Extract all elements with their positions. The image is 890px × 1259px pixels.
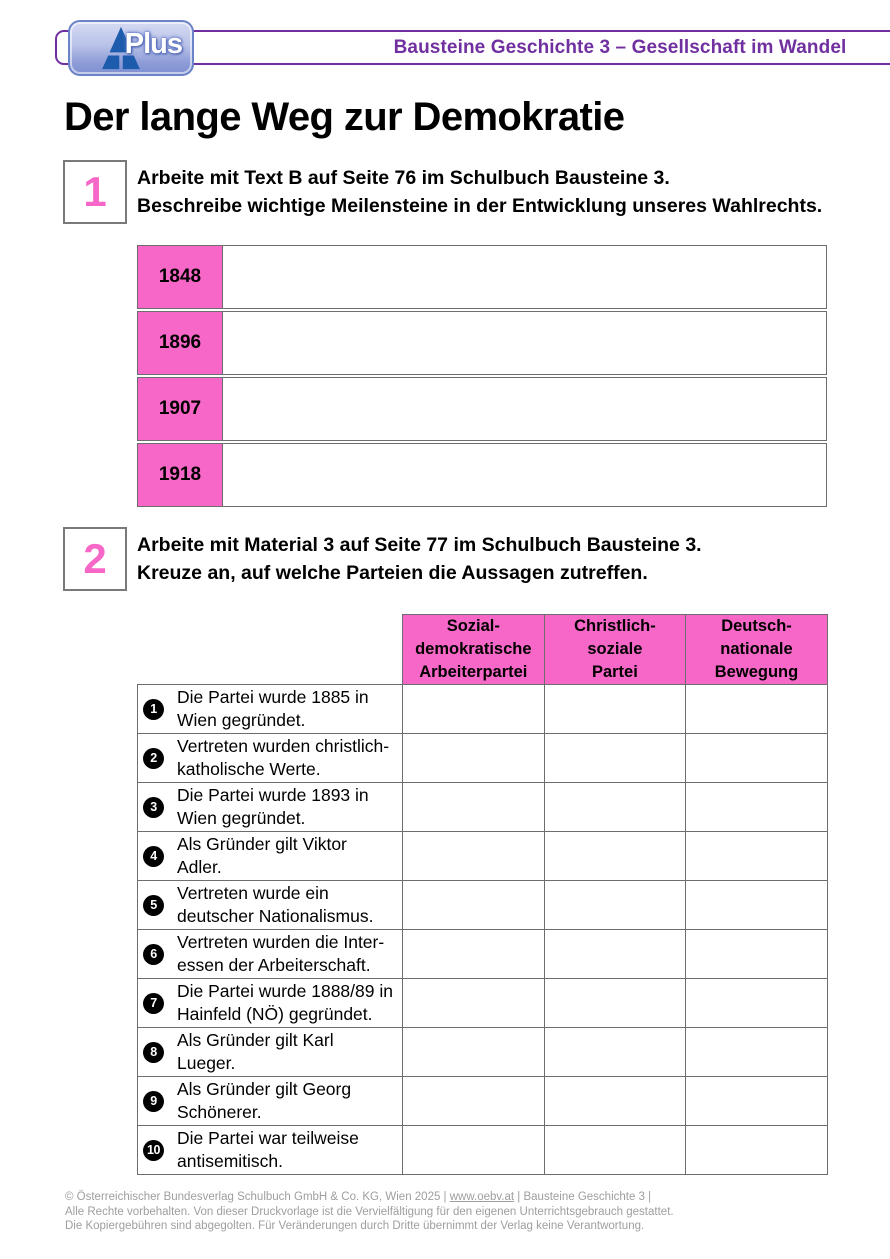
answer-area-1896[interactable] [223,312,826,374]
year-label-1896: 1896 [138,312,223,374]
task-2-number-box [63,527,127,591]
statement-cell: 8 Als Gründer gilt Karl Lueger. [138,1028,403,1077]
task-1-line-2: Beschreibe wichtige Meilensteine in der Entwicklung unseres Wahlrechts. [137,195,823,217]
checkbox-cell[interactable] [403,1028,545,1077]
checkbox-cell[interactable] [686,734,828,783]
years-table [137,245,827,509]
task-2-line-2: Kreuze an, auf welche Parteien die Aussagen zutreffen. [137,562,648,584]
checkbox-cell[interactable] [544,734,686,783]
statement-number-badge: 10 [143,1140,164,1161]
checkbox-cell[interactable] [544,1077,686,1126]
statement-cell: 2 Vertreten wurden christlich- katholische Werte. [138,734,403,783]
answer-area-1918[interactable] [223,444,826,506]
statement-number-badge: 5 [143,895,164,916]
checkbox-cell[interactable] [544,832,686,881]
checkbox-cell[interactable] [544,979,686,1028]
footer-copyright [65,1190,674,1234]
checkbox-cell[interactable] [686,1126,828,1175]
task-1-instructions [137,164,822,220]
checkbox-cell[interactable] [403,685,545,734]
page-title: Der lange Weg zur Demokratie [64,95,625,139]
statement-number-badge: 8 [143,1042,164,1063]
answer-area-1848[interactable] [223,246,826,308]
statement-cell: 6 Vertreten wurden die Inter- essen der Arbeiterschaft. [138,930,403,979]
checkbox-cell[interactable] [544,881,686,930]
checkbox-cell[interactable] [403,783,545,832]
checkbox-cell[interactable] [686,1028,828,1077]
statement-number-badge: 6 [143,944,164,965]
statement-cell: 9 Als Gründer gilt Georg Schönerer. [138,1077,403,1126]
statement-cell: 10 Die Partei war teilweise antisemitisch. [138,1126,403,1175]
table-row [138,1028,828,1077]
column-header-christlichsoziale: Christlich- soziale Partei [544,615,686,685]
logo-plus-label: Plus [124,28,182,60]
statement-number-badge: 1 [143,699,164,720]
footer-line-2: Alle Rechte vorbehalten. Von dieser Druckvorlage ist die Vervielfältigung für den eigenen Unterrichtsgebrauch gestattet. [65,1205,674,1218]
checkbox-cell[interactable] [686,979,828,1028]
table-row [138,1077,828,1126]
table-row [138,783,828,832]
oebv-link[interactable]: www.oebv.at [449,1191,515,1203]
table-row [137,311,827,375]
year-label-1848: 1848 [138,246,223,308]
checkbox-cell[interactable] [403,881,545,930]
checkbox-cell[interactable] [544,783,686,832]
statement-cell: 7 Die Partei wurde 1888/89 in Hainfeld (NÖ) gegründet. [138,979,403,1028]
table-row [138,930,828,979]
checkbox-cell[interactable] [403,832,545,881]
oebv-plus-logo [68,20,194,76]
banner-title: Bausteine Geschichte 3 – Gesellschaft im Wandel [393,36,847,58]
table-row [138,734,828,783]
checkbox-cell[interactable] [544,1028,686,1077]
checkbox-cell[interactable] [403,1077,545,1126]
checkbox-cell[interactable] [686,930,828,979]
answer-area-1907[interactable] [223,378,826,440]
header-spacer [138,615,403,685]
statement-number-badge: 4 [143,846,164,867]
checkbox-cell[interactable] [686,1077,828,1126]
checkbox-cell[interactable] [544,685,686,734]
statement-number-badge: 3 [143,797,164,818]
checkbox-cell[interactable] [686,783,828,832]
column-header-deutschnationale: Deutsch- nationale Bewegung [686,615,828,685]
statement-cell: 1 Die Partei wurde 1885 in Wien gegründet. [138,685,403,734]
task-1-line-1: Arbeite mit Text B auf Seite 76 im Schulbuch Bausteine 3. [137,167,670,189]
table-row [137,377,827,441]
statement-number-badge: 2 [143,748,164,769]
task-1-number-box [63,160,127,224]
parties-table [137,614,828,1175]
table-row [138,1126,828,1175]
year-label-1907: 1907 [138,378,223,440]
statement-number-badge: 9 [143,1091,164,1112]
table-row [138,881,828,930]
table-row [137,443,827,507]
table-row [138,685,828,734]
checkbox-cell[interactable] [686,881,828,930]
checkbox-cell[interactable] [403,979,545,1028]
footer-line-1: © Österreichischer Bundesverlag Schulbuch GmbH & Co. KG, Wien 2025 | www.oebv.at | Bausteine Geschichte 3 | [65,1191,652,1203]
checkbox-cell[interactable] [403,930,545,979]
checkbox-cell[interactable] [544,930,686,979]
task-2-instructions [137,531,702,587]
table-header-row [138,615,828,685]
column-header-sozialdemokratische: Sozial- demokratische Arbeiterpartei [403,615,545,685]
statement-cell: 4 Als Gründer gilt Viktor Adler. [138,832,403,881]
checkbox-cell[interactable] [403,734,545,783]
statement-number-badge: 7 [143,993,164,1014]
table-row [137,245,827,309]
task-1-number: 1 [83,168,107,215]
checkbox-cell[interactable] [686,685,828,734]
checkbox-cell[interactable] [544,1126,686,1175]
year-label-1918: 1918 [138,444,223,506]
footer-line-3: Die Kopiergebühren sind abgegolten. Für Veränderungen durch Dritte übernimmt der Verlag keine Verantwortung. [65,1220,645,1232]
statement-cell: 3 Die Partei wurde 1893 in Wien gegründet. [138,783,403,832]
checkbox-cell[interactable] [686,832,828,881]
statement-cell: 5 Vertreten wurde ein deutscher Nationalismus. [138,881,403,930]
task-2-line-1: Arbeite mit Material 3 auf Seite 77 im Schulbuch Bausteine 3. [137,534,702,556]
table-row [138,832,828,881]
table-row [138,979,828,1028]
checkbox-cell[interactable] [403,1126,545,1175]
task-2-number: 2 [83,535,107,582]
